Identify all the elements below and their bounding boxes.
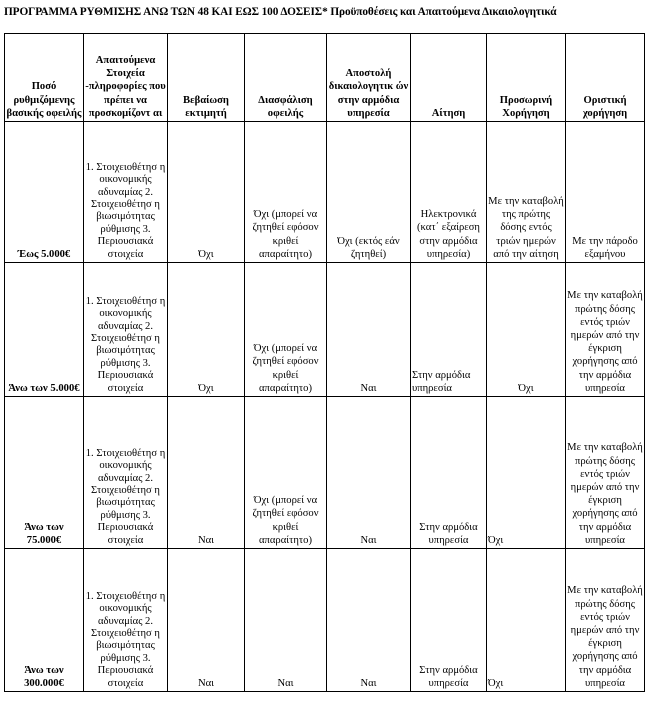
header-security: Διασφάλιση οφειλής [245, 34, 327, 122]
cell-final: Με την καταβολή πρώτης δόσης εντός τριών ημερών από την έγκριση χορήγησης από την αρμόδια υπηρεσία [566, 397, 645, 549]
cell-amount: Άνω των 300.000€ [5, 549, 84, 692]
cell-sending: Ναι [327, 397, 411, 549]
cell-required-info: 1. Στοιχειοθέτησ η οικονομικής αδυναμίας 2. Στοιχειοθέτησ η βιωσιμότητας ρύθμισης 3. Περιουσιακά στοιχεία [84, 122, 168, 263]
cell-amount: Έως 5.000€ [5, 122, 84, 263]
cell-appraiser: Όχι [168, 122, 245, 263]
cell-amount: Άνω των 5.000€ [5, 263, 84, 397]
document-title: ΠΡΟΓΡΑΜΜΑ ΡΥΘΜΙΣΗΣ ΑΝΩ ΤΩΝ 48 ΚΑΙ ΕΩΣ 100 ΔΟΣΕΙΣ* Προϋποθέσεις και Απαιτούμενα Δικαιολογητικά [4, 6, 557, 18]
cell-amount: Άνω των 75.000€ [5, 397, 84, 549]
table-header-row [5, 34, 645, 122]
cell-provisional: Όχι [487, 263, 566, 397]
cell-final: Με την καταβολή πρώτης δόσης εντός τριών ημερών από την έγκριση χορήγησης από την αρμόδια υπηρεσία [566, 549, 645, 692]
header-required-info: Απαιτούμενα Στοιχεία -πληροφορίες που πρέπει να προσκομίζοντ αι [84, 34, 168, 122]
cell-application: Στην αρμόδια υπηρεσία [411, 397, 487, 549]
cell-application: Ηλεκτρονικά (κατ΄ εξαίρεση στην αρμόδια υπηρεσία) [411, 122, 487, 263]
cell-application: Στην αρμόδια υπηρεσία [411, 549, 487, 692]
cell-application: Στην αρμόδια υπηρεσία [411, 263, 487, 397]
cell-security: Ναι [245, 549, 327, 692]
cell-provisional: Με την καταβολή της πρώτης δόσης εντός τριών ημερών από την αίτηση [487, 122, 566, 263]
cell-required-info: 1. Στοιχειοθέτησ η οικονομικής αδυναμίας 2. Στοιχειοθέτησ η βιωσιμότητας ρύθμισης 3. Περιουσιακά στοιχεία [84, 397, 168, 549]
header-final: Οριστική χορήγηση [566, 34, 645, 122]
cell-security: Όχι (μπορεί να ζητηθεί εφόσον κριθεί απαραίτητο) [245, 263, 327, 397]
table-row [5, 397, 645, 549]
cell-required-info: 1. Στοιχειοθέτησ η οικονομικής αδυναμίας 2. Στοιχειοθέτησ η βιωσιμότητας ρύθμισης 3. Περιουσιακά στοιχεία [84, 263, 168, 397]
table-row [5, 263, 645, 397]
header-application: Αίτηση [411, 34, 487, 122]
cell-sending: Ναι [327, 549, 411, 692]
cell-appraiser: Ναι [168, 549, 245, 692]
table-row [5, 549, 645, 692]
cell-final: Με την καταβολή πρώτης δόσης εντός τριών ημερών από την έγκριση χορήγησης από την αρμόδια υπηρεσία [566, 263, 645, 397]
header-sending: Αποστολή δικαιολογητικ ών στην αρμόδια υπηρεσία [327, 34, 411, 122]
cell-provisional: Όχι [487, 397, 566, 549]
cell-security: Όχι (μπορεί να ζητηθεί εφόσον κριθεί απαραίτητο) [245, 397, 327, 549]
header-provisional: Προσωρινή Χορήγηση [487, 34, 566, 122]
cell-appraiser: Ναι [168, 397, 245, 549]
cell-sending: Ναι [327, 263, 411, 397]
cell-provisional: Όχι [487, 549, 566, 692]
cell-required-info: 1. Στοιχειοθέτησ η οικονομικής αδυναμίας 2. Στοιχειοθέτησ η βιωσιμότητας ρύθμισης 3. Περιουσιακά στοιχεία [84, 549, 168, 692]
cell-sending: Όχι (εκτός εάν ζητηθεί) [327, 122, 411, 263]
cell-security: Όχι (μπορεί να ζητηθεί εφόσον κριθεί απαραίτητο) [245, 122, 327, 263]
table-row [5, 122, 645, 263]
requirements-table [4, 33, 645, 692]
header-appraiser: Βεβαίωση εκτιμητή [168, 34, 245, 122]
cell-final: Με την πάροδο εξαμήνου [566, 122, 645, 263]
header-amount: Ποσό ρυθμιζόμενης βασικής οφειλής [5, 34, 84, 122]
cell-appraiser: Όχι [168, 263, 245, 397]
